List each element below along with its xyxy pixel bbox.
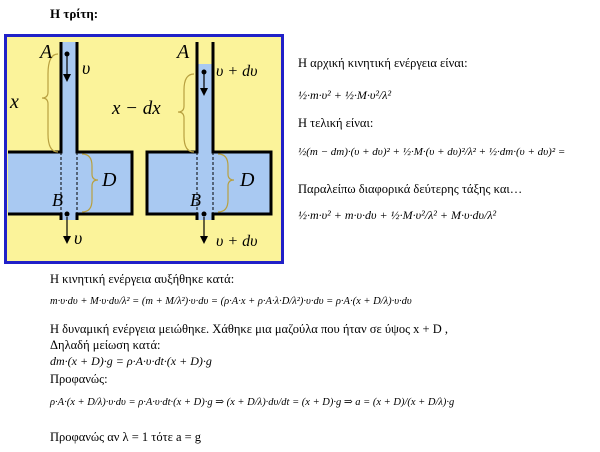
- label-x: x: [10, 91, 19, 113]
- tank-figure: [4, 34, 284, 264]
- label-v-top-right: υ + dυ: [216, 63, 258, 80]
- label-v-bottom-left: υ: [74, 228, 83, 248]
- left-tube-fluid: [61, 42, 77, 154]
- label-b-right: B: [190, 190, 201, 210]
- label-d-right: D: [240, 169, 255, 191]
- point-b-left: [65, 212, 70, 217]
- kinetic-increase-text: Η κινητική ενέργεια αυξήθηκε κατά:: [50, 272, 235, 286]
- potential-decrease-text: Η δυναμική ενέργεια μειώθηκε. Χάθηκε μια μαζούλα που ήταν σε ύψος x + D ,: [50, 322, 448, 336]
- point-a-left: [65, 52, 70, 57]
- result-formula: ρ·A·(x + D/λ)·υ·dυ = ρ·A·υ·dt·(x + D)·g ⇒ (x + D/λ)·dυ/dt = (x + D)·g ⇒ a = (x + D)/(x + D/λ)·g: [50, 397, 455, 408]
- meaning-text: Δηλαδή μείωση κατά:: [50, 338, 161, 352]
- kinetic-increase-formula: m·υ·dυ + M·υ·dυ/λ² = (m + M/λ²)·υ·dυ = (ρ·A·x + ρ·A·λ·D/λ²)·υ·dυ = ρ·A·(x + D/λ)·υ·dυ: [50, 296, 412, 307]
- conclusion-text: Προφανώς αν λ = 1 τότε a = g: [50, 430, 202, 444]
- label-d-left: D: [102, 169, 117, 191]
- final-energy-formula: ½(m − dm)·(υ + dυ)² + ½·M·(υ + dυ)²/λ² + ½·dm·(υ + dυ)² =: [298, 146, 566, 158]
- label-a-right: A: [177, 41, 190, 63]
- right-tube-fluid: [197, 64, 213, 154]
- neglect-text: Παραλείπω διαφορικά δεύτερης τάξης και…: [298, 182, 523, 196]
- initial-energy-text: Η αρχική κινητική ενέργεια είναι:: [298, 56, 468, 70]
- label-a-left: A: [40, 41, 53, 63]
- label-v-bottom-right: υ + dυ: [216, 233, 258, 250]
- label-v-top-left: υ: [82, 58, 91, 78]
- final-energy-text: Η τελική είναι:: [298, 116, 374, 130]
- section-title: Η τρίτη:: [50, 6, 99, 21]
- point-b-right: [202, 212, 207, 217]
- point-a-right: [202, 70, 207, 75]
- label-b-left: B: [52, 190, 63, 210]
- potential-decrease-formula: dm·(x + D)·g = ρ·A·υ·dt·(x + D)·g: [50, 354, 212, 368]
- label-x-dx: x − dx: [112, 98, 161, 119]
- obviously-text: Προφανώς:: [50, 372, 108, 386]
- neglect-formula: ½·m·υ² + m·υ·dυ + ½·M·υ²/λ² + M·υ·dυ/λ²: [298, 208, 497, 222]
- initial-energy-formula: ½·m·υ² + ½·M·υ²/λ²: [298, 88, 392, 102]
